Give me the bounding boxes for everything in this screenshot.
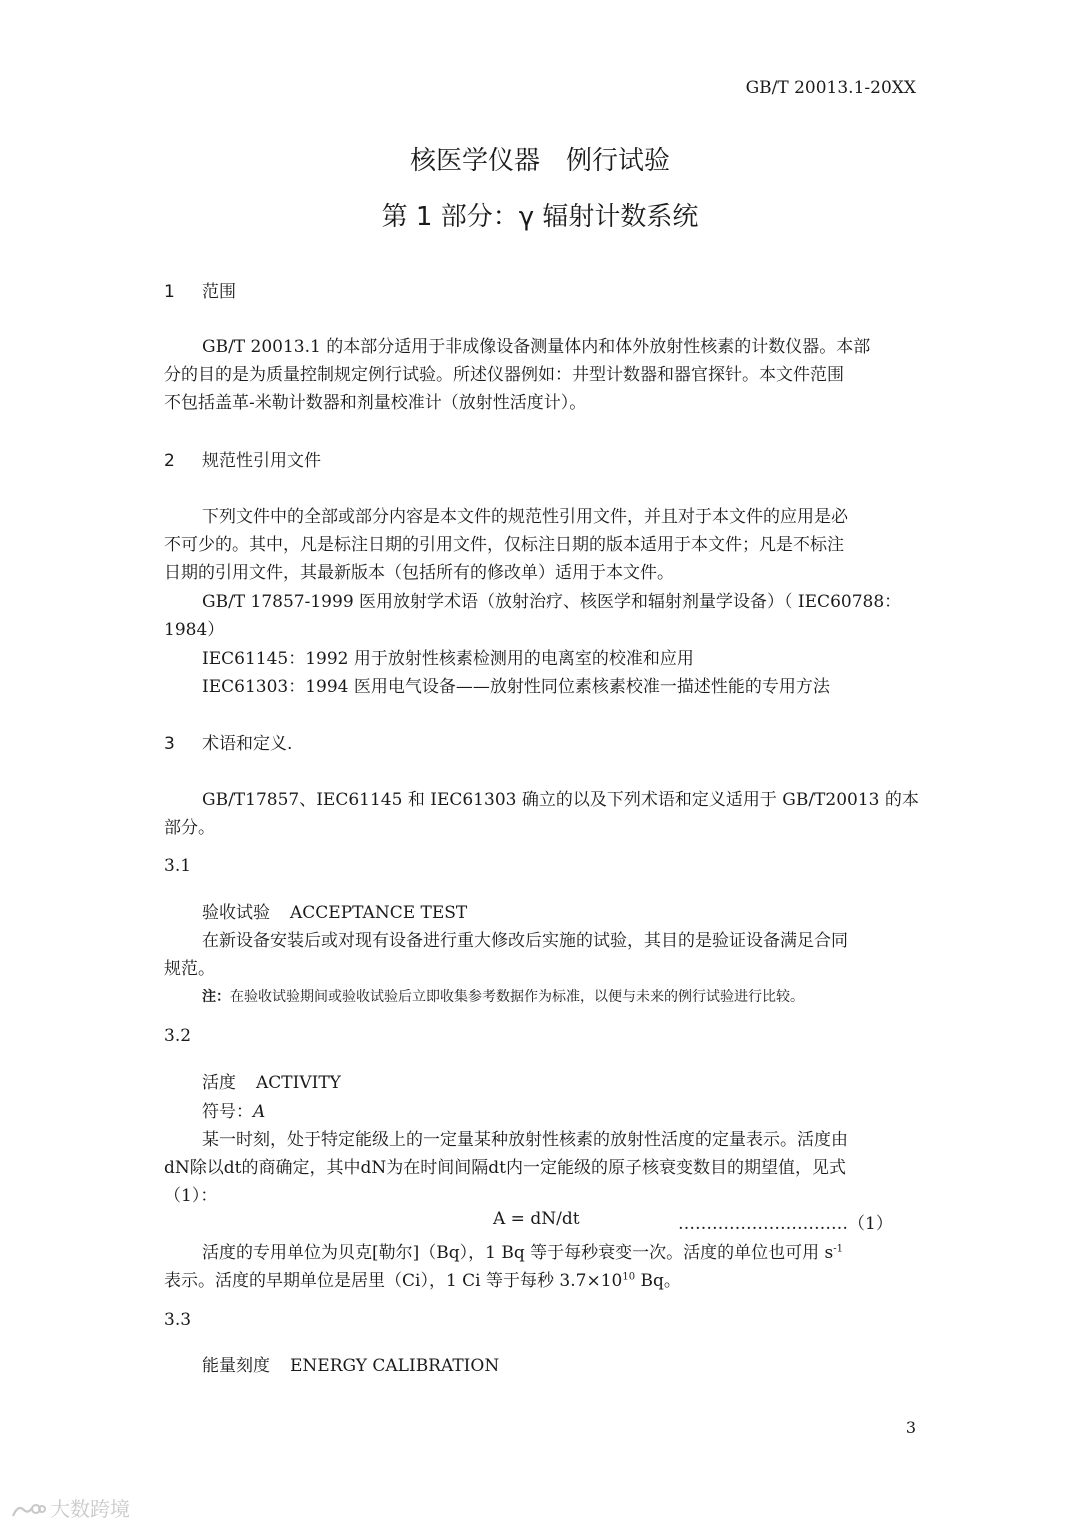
unit-exponent: -1 — [833, 1243, 844, 1255]
clause-3-1-definition-cont: 规范。 — [164, 959, 215, 979]
section-title: 术语和定义. — [202, 734, 293, 754]
unit-text: 活度的专用单位为贝克[勒尔]（Bq），1 Bq 等于每秒衰变一次。活度的单位也可用 s — [202, 1243, 834, 1263]
note-text: 在验收试验期间或验收试验后立即收集参考数据作为标准，以便与未来的例行试验进行比较。 — [230, 989, 804, 1005]
section-2-heading — [164, 446, 321, 471]
symbol-value: A — [253, 1102, 266, 1122]
clause-3-1-definition: 在新设备安装后或对现有设备进行重大修改后实施的试验，其目的是验证设备满足合同 — [202, 931, 848, 951]
clause-3-1-note — [202, 986, 804, 1006]
title-line-2: 第 1 部分：γ 辐射计数系统 — [381, 202, 699, 232]
page-number: 3 — [905, 1418, 916, 1437]
symbol-label: 符号： — [202, 1102, 253, 1122]
reference-1: GB/T 17857-1999 医用放射学术语（放射治疗、核医学和辐射剂量学设备）（ IEC60788： — [202, 592, 902, 612]
clause-3-2-unit-line — [164, 1266, 681, 1291]
section-1-heading — [164, 277, 236, 302]
note-label: 注： — [202, 989, 230, 1005]
term-zh: 活度 — [202, 1073, 236, 1093]
unit-exponent: 10 — [622, 1271, 636, 1283]
section-3-para-line: 部分。 — [164, 818, 215, 838]
section-2-para-line: 日期的引用文件，其最新版本（包括所有的修改单）适用于本文件。 — [164, 563, 674, 583]
reference-3: IEC61303：1994 医用电气设备——放射性同位素核素校准一描述性能的专用方法 — [202, 677, 830, 697]
clause-3-1-term — [202, 898, 467, 923]
clause-3-1-number: 3.1 — [164, 856, 192, 876]
watermark — [10, 1493, 130, 1522]
clause-3-2-number: 3.2 — [164, 1026, 192, 1046]
reference-1-cont: 1984） — [164, 620, 225, 640]
watermark-text: 大数跨境 — [50, 1497, 130, 1521]
reference-2: IEC61145：1992 用于放射性核素检测用的电离室的校准和应用 — [202, 649, 694, 669]
term-zh: 能量刻度 — [202, 1356, 270, 1376]
formula-1: A = dN/dt — [493, 1209, 580, 1229]
section-1-para-line: GB/T 20013.1 的本部分适用于非成像设备测量体内和体外放射性核素的计数仪器。本部 — [202, 337, 871, 357]
clause-3-2-definition: 某一时刻，处于特定能级上的一定量某种放射性核素的放射性活度的定量表示。活度由 — [202, 1130, 848, 1150]
section-3-para-line: GB/T17857、IEC61145 和 IEC61303 确立的以及下列术语和定义适用于 GB/T20013 的本 — [202, 790, 919, 810]
section-2-para-line: 下列文件中的全部或部分内容是本文件的规范性引用文件，并且对于本文件的应用是必 — [202, 507, 848, 527]
clause-3-2-term — [202, 1068, 341, 1093]
clause-3-3-number: 3.3 — [164, 1310, 192, 1330]
term-en: ENERGY CALIBRATION — [290, 1356, 500, 1376]
term-zh: 验收试验 — [202, 903, 270, 923]
section-2-para-line: 不可少的。其中，凡是标注日期的引用文件，仅标注日期的版本适用于本文件；凡是不标注 — [164, 535, 844, 555]
clause-3-2-unit-line — [202, 1238, 843, 1263]
unit-text: Bq。 — [635, 1271, 681, 1291]
term-en: ACCEPTANCE TEST — [290, 903, 468, 923]
document-code: GB/T 20013.1-20XX — [745, 78, 916, 98]
clause-3-2-definition-cont: （1）： — [164, 1186, 218, 1206]
section-3-heading — [164, 729, 292, 754]
section-number: 2 — [164, 451, 175, 471]
title-line-1: 核医学仪器 例行试验 — [409, 146, 670, 176]
formula-1-reference: …………………………（1） — [678, 1214, 893, 1234]
section-number: 1 — [164, 282, 175, 302]
section-number: 3 — [164, 734, 175, 754]
section-1-para-line: 不包括盖革-米勒计数器和剂量校准计（放射性活度计）。 — [164, 393, 587, 413]
section-title: 范围 — [202, 282, 236, 302]
clause-3-3-term — [202, 1351, 499, 1376]
unit-text: 表示。活度的早期单位是居里（Ci），1 Ci 等于每秒 3.7×10 — [164, 1271, 623, 1291]
clause-3-2-symbol — [202, 1097, 265, 1122]
term-en: ACTIVITY — [256, 1073, 341, 1093]
section-title: 规范性引用文件 — [202, 451, 321, 471]
section-1-para-line: 分的目的是为质量控制规定例行试验。所述仪器例如：井型计数器和器官探针。本文件范围 — [164, 365, 844, 385]
brand-logo-icon — [10, 1500, 46, 1522]
clause-3-2-definition-cont: dN除以dt的商确定，其中dN为在时间间隔dt内一定能级的原子核衰变数目的期望值，见式 — [164, 1158, 846, 1178]
